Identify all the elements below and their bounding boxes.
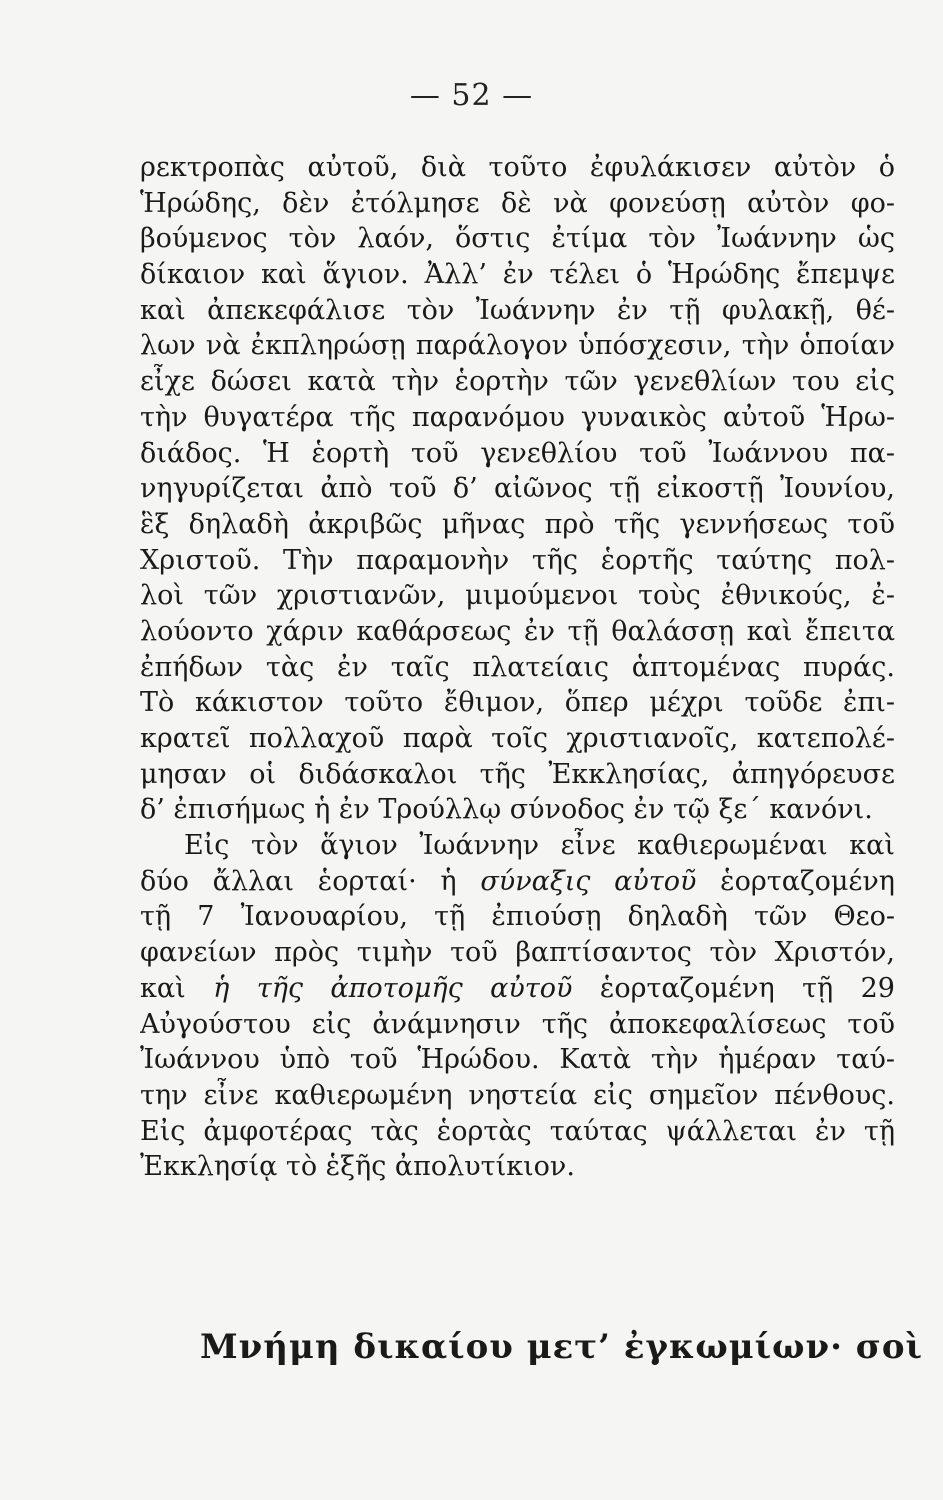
- text-line: μησαν οἱ διδάσκαλοι τῆς Ἐκκλησίας, ἀπηγόρευσε: [140, 758, 895, 790]
- text-line: Ἡρώδης, δὲν ἐτόλμησε δὲ νὰ φονεύσῃ αὐτὸν φο-: [140, 187, 895, 219]
- hymn-line: Μνήμη δικαίου μετ’ ἐγκωμίων· σοὶ: [200, 1327, 923, 1367]
- text-line: ρεκτροπὰς αὐτοῦ, διὰ τοῦτο ἐφυλάκισεν αὐτὸν ὁ: [140, 152, 895, 183]
- text-line: τὴν θυγατέρα τῆς παρανόμου γυναικὸς αὐτοῦ Ἡρω-: [140, 401, 895, 433]
- text-line: φανείων πρὸς τιμὴν τοῦ βαπτίσαντος τὸν Χριστόν,: [140, 937, 895, 969]
- text-segment: ἑορταζομένη τῇ 29: [599, 972, 895, 1004]
- text-line: Ἐκκλησίᾳ τὸ ἑξῆς ἀπολυτίκιον.: [140, 1151, 575, 1183]
- text-line: Τὸ κάκιστον τοῦτο ἔθιμον, ὅπερ μέχρι τοῦδε ἐπι-: [140, 687, 895, 719]
- text-line: καὶ ἀπεκεφάλισε τὸν Ἰωάννην ἐν τῇ φυλακῇ, θέ-: [140, 294, 895, 326]
- text-line: Εἰς τὸν ἅγιον Ἰωάννην εἶνε καθιερωμέναι καὶ: [184, 830, 895, 862]
- text-line: Αὐγούστου εἰς ἀνάμνησιν τῆς ἀποκεφαλίσεως τοῦ: [140, 1008, 895, 1040]
- text-line: Χριστοῦ. Τὴν παραμονὴν τῆς ἑορτῆς ταύτης πολ-: [140, 544, 895, 576]
- text-segment: ἑορταζομένη: [720, 865, 895, 897]
- text-line: ἐπήδων τὰς ἐν ταῖς πλατείαις ἁπτομένας πυράς.: [140, 651, 895, 683]
- body-text: [140, 150, 895, 1185]
- text-line: [140, 864, 895, 900]
- page-number: — 52 —: [409, 78, 534, 113]
- text-line: την εἶνε καθιερωμένη νηστεία εἰς σημεῖον πένθους.: [140, 1079, 895, 1111]
- text-line: διάδος. Ἡ ἑορτὴ τοῦ γενεθλίου τοῦ Ἰωάννου πα-: [140, 437, 895, 469]
- text-line: δίκαιον καὶ ἅγιον. Ἀλλ’ ἐν τέλει ὁ Ἡρώδης ἔπεμψε: [140, 259, 895, 291]
- text-line: νηγυρίζεται ἀπὸ τοῦ δ’ αἰῶνος τῇ εἰκοστῇ Ἰουνίου,: [140, 473, 895, 505]
- text-line: Ἰωάννου ὑπὸ τοῦ Ἡρώδου. Κατὰ τὴν ἡμέραν ταύ-: [140, 1044, 895, 1076]
- text-line: λούοντο χάριν καθάρσεως ἐν τῇ θαλάσσῃ καὶ ἔπειτα: [140, 615, 895, 647]
- text-line: ἓξ δηλαδὴ ἀκριβῶς μῆνας πρὸ τῆς γεννήσεως τοῦ: [140, 508, 895, 540]
- text-line: λοὶ τῶν χριστιανῶν, μιμούμενοι τοὺς ἐθνικούς, ἐ-: [140, 580, 895, 612]
- italic-text: ἡ τῆς ἀποτομῆς αὐτοῦ: [213, 972, 573, 1004]
- italic-text: σύναξις αὐτοῦ: [480, 865, 697, 897]
- text-line: τῇ 7 Ἰανουαρίου, τῇ ἐπιούσῃ δηλαδὴ τῶν Θεο-: [140, 901, 895, 933]
- text-line: βούμενος τὸν λαόν, ὅστις ἐτίμα τὸν Ἰωάννην ὡς: [140, 223, 895, 255]
- text-segment: δύο ἄλλαι ἑορταί· ἡ: [140, 865, 457, 897]
- text-line: Εἰς ἀμφοτέρας τὰς ἑορτὰς ταύτας ψάλλεται ἐν τῇ: [140, 1115, 895, 1147]
- text-line: δ’ ἐπισήμως ἡ ἐν Τρούλλῳ σύνοδος ἐν τῷ ξε΄ κανόνι.: [140, 794, 873, 826]
- text-line: κρατεῖ πολλαχοῦ παρὰ τοῖς χριστιανοῖς, κατεπολέ-: [140, 723, 895, 754]
- text-segment: καὶ: [140, 972, 186, 1004]
- text-line: [140, 971, 895, 1007]
- text-line: λων νὰ ἐκπληρώσῃ παράλογον ὑπόσχεσιν, τὴν ὁποίαν: [140, 330, 895, 362]
- text-line: εἶχε δώσει κατὰ τὴν ἑορτὴν τῶν γενεθλίων του εἰς: [140, 366, 895, 398]
